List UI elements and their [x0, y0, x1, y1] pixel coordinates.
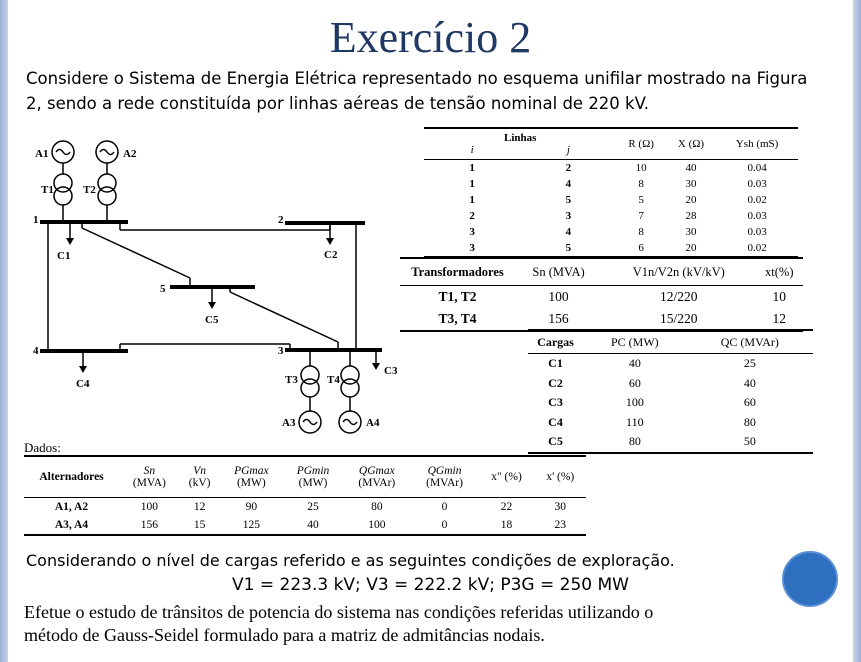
table-row	[528, 413, 813, 433]
cell: 156	[119, 516, 180, 535]
cell: 100	[343, 516, 411, 535]
intro-line-2: 2, sendo a rede constituída por linhas aéreas de tensão nominal de 220 kV.	[26, 94, 650, 113]
cell: 40	[685, 162, 697, 174]
alt-header-pmin: PGmin	[296, 465, 330, 477]
cell: 0	[441, 501, 448, 513]
trafo-header-x: xt(%)	[756, 258, 803, 286]
cell: 60	[628, 375, 641, 390]
label-a3: A3	[282, 417, 296, 429]
label-t2: T2	[83, 184, 96, 196]
alt-header-xdd: x" (%)	[478, 456, 534, 498]
label-bus-1: 1	[33, 214, 39, 226]
alt-header-pmax: PGmax	[234, 465, 269, 477]
table-row	[24, 498, 586, 517]
label-c4: C4	[76, 378, 90, 390]
cell: 15	[180, 516, 220, 535]
alt-header-xd: x' (%)	[535, 456, 586, 498]
alt-header-sn-unit: (MVA)	[132, 477, 166, 489]
cell: 0	[411, 516, 479, 535]
loads-table	[528, 329, 813, 454]
table-row	[424, 160, 798, 177]
cell: 20	[685, 194, 697, 206]
label-a4: A4	[366, 417, 380, 429]
dados-label: Dados:	[24, 440, 61, 455]
table-row	[424, 176, 798, 192]
cell: 30	[554, 501, 567, 513]
slide-title: Exercício 2	[329, 13, 532, 62]
cell: 1	[469, 162, 475, 174]
alt-header-name: Alternadores	[24, 456, 119, 498]
label-c3: C3	[384, 365, 398, 377]
alt-header-qmax: QGmax	[358, 465, 395, 477]
task-line-2: método de Gauss-Seidel formulado para a matriz de admitâncias nodais.	[24, 625, 545, 645]
label-t1: T1	[41, 184, 54, 196]
cell: 50	[687, 432, 813, 453]
cell: C1	[548, 356, 563, 371]
cell: 0.03	[747, 210, 767, 222]
cell: 100	[140, 501, 158, 513]
label-a1: A1	[35, 148, 49, 160]
table-row	[528, 374, 813, 394]
cell: 0.02	[716, 240, 798, 257]
cell: 0.03	[747, 226, 767, 238]
cell: 0.03	[747, 178, 767, 190]
table-row	[528, 432, 813, 453]
intro-text	[26, 66, 826, 116]
table-row	[400, 308, 803, 331]
table-row	[424, 240, 798, 257]
alt-header-pmax-unit: (MW)	[236, 477, 266, 489]
cell: C5	[528, 432, 583, 453]
single-line-diagram	[20, 130, 410, 440]
cell: 12	[193, 501, 206, 513]
cell: 3	[469, 226, 475, 238]
cell: 8	[638, 178, 644, 190]
cell: 40	[628, 356, 641, 371]
label-bus-2: 2	[278, 214, 284, 226]
trafo-header-sn: Sn (MVA)	[515, 258, 602, 286]
loads-header-q: QC (MVAr)	[687, 330, 813, 354]
cell: 5	[638, 194, 644, 206]
conditions-values: V1 = 223.3 kV; V3 = 222.2 kV; P3G = 250 MW	[232, 575, 629, 595]
cell: 90	[245, 501, 258, 513]
cell: 125	[220, 516, 283, 535]
cell: 20	[666, 240, 716, 257]
cell: 25	[743, 356, 756, 371]
alt-header-qmin: QGmin	[427, 465, 462, 477]
table-row	[424, 192, 798, 208]
left-border-decoration	[0, 0, 8, 662]
cell: 3	[565, 210, 572, 222]
cell: 0.04	[747, 162, 767, 174]
cell: 80	[371, 501, 383, 513]
cell: 10	[635, 162, 647, 174]
label-t4: T4	[327, 374, 340, 386]
table-row	[528, 393, 813, 413]
cell: 60	[743, 395, 756, 410]
right-border-decoration	[853, 0, 861, 662]
cell: 28	[685, 210, 697, 222]
cell: 22	[500, 501, 513, 513]
cell: 3	[424, 240, 520, 257]
cell: C3	[548, 395, 563, 410]
cell: 100	[625, 395, 644, 410]
cell: 80	[583, 432, 687, 453]
alternators-table	[24, 455, 586, 536]
lines-header-x: X (Ω)	[666, 128, 716, 160]
cell: 6	[617, 240, 666, 257]
cell: 1	[469, 194, 475, 206]
cell: 156	[515, 308, 602, 331]
cell: 30	[685, 178, 697, 190]
cell: 40	[743, 375, 756, 390]
alt-header-qmax-unit: (MVAr)	[358, 477, 396, 489]
loads-header-p: PC (MW)	[583, 330, 687, 354]
table-row	[24, 516, 586, 535]
cell: 110	[626, 414, 644, 429]
cell: 1	[469, 178, 475, 190]
transformers-table	[400, 257, 803, 332]
label-bus-3: 3	[278, 345, 284, 357]
lines-header-j: j	[566, 144, 570, 156]
cell: T1, T2	[438, 289, 477, 304]
label-a2: A2	[123, 148, 137, 160]
cell: 23	[535, 516, 586, 535]
cell: 15/220	[602, 308, 755, 331]
cell: 18	[478, 516, 534, 535]
alt-header-qmin-unit: (MVAr)	[426, 477, 463, 489]
cell: T3, T4	[400, 308, 515, 331]
loads-header-name: Cargas	[528, 330, 583, 354]
lines-header-r: R (Ω)	[617, 128, 666, 160]
cell: 7	[638, 210, 644, 222]
task-line-1: Efetue o estudo de trânsitos de potencia do sistema nas condições referidas utilizando o	[24, 602, 654, 622]
trafo-header-name: Transformadores	[400, 258, 515, 286]
lines-header-i: i	[470, 144, 474, 156]
label-bus-4: 4	[33, 345, 39, 357]
label-c1: C1	[57, 250, 71, 262]
cell: 2	[469, 210, 475, 222]
cell: C4	[548, 414, 563, 429]
cell: 0.02	[747, 194, 767, 206]
label-t3: T3	[285, 374, 298, 386]
lines-header-ysh: Ysh (mS)	[716, 128, 798, 160]
table-row	[528, 354, 813, 374]
cell: 12	[756, 308, 803, 331]
cell: 80	[743, 414, 756, 429]
cell: 100	[548, 289, 569, 304]
table-row	[400, 286, 803, 309]
cell: 4	[565, 226, 572, 238]
table-row	[424, 208, 798, 224]
conditions-text: Considerando o nível de cargas referido e as seguintes condições de exploração.	[26, 551, 675, 570]
lines-table	[424, 127, 798, 258]
intro-line-1: Considere o Sistema de Energia Elétrica representado no esquema unifilar mostrado na Figura	[26, 69, 808, 88]
cell: A1, A2	[54, 501, 89, 513]
cell: 25	[307, 501, 319, 513]
alt-header-vn: Vn	[193, 465, 207, 477]
trafo-header-ratio: V1n/V2n (kV/kV)	[602, 258, 755, 286]
cell: A3, A4	[24, 516, 119, 535]
cell: 30	[685, 226, 697, 238]
lines-header: Linhas	[504, 132, 537, 144]
decorative-circle	[782, 551, 838, 607]
alt-header-pmin-unit: (MW)	[298, 477, 328, 489]
label-c2: C2	[324, 249, 338, 261]
cell: 4	[565, 178, 572, 190]
cell: C2	[548, 375, 563, 390]
cell: 5	[520, 240, 616, 257]
cell: 12/220	[660, 289, 698, 304]
cell: 2	[565, 162, 572, 174]
cell: 40	[283, 516, 343, 535]
label-c5: C5	[205, 314, 219, 326]
label-bus-5: 5	[160, 283, 166, 295]
cell: 5	[565, 194, 572, 206]
alt-header-sn: Sn	[143, 465, 156, 477]
alt-header-vn-unit: (kV)	[188, 477, 211, 489]
cell: 10	[772, 289, 786, 304]
table-row	[424, 224, 798, 240]
cell: 8	[638, 226, 644, 238]
task-text	[24, 601, 834, 647]
